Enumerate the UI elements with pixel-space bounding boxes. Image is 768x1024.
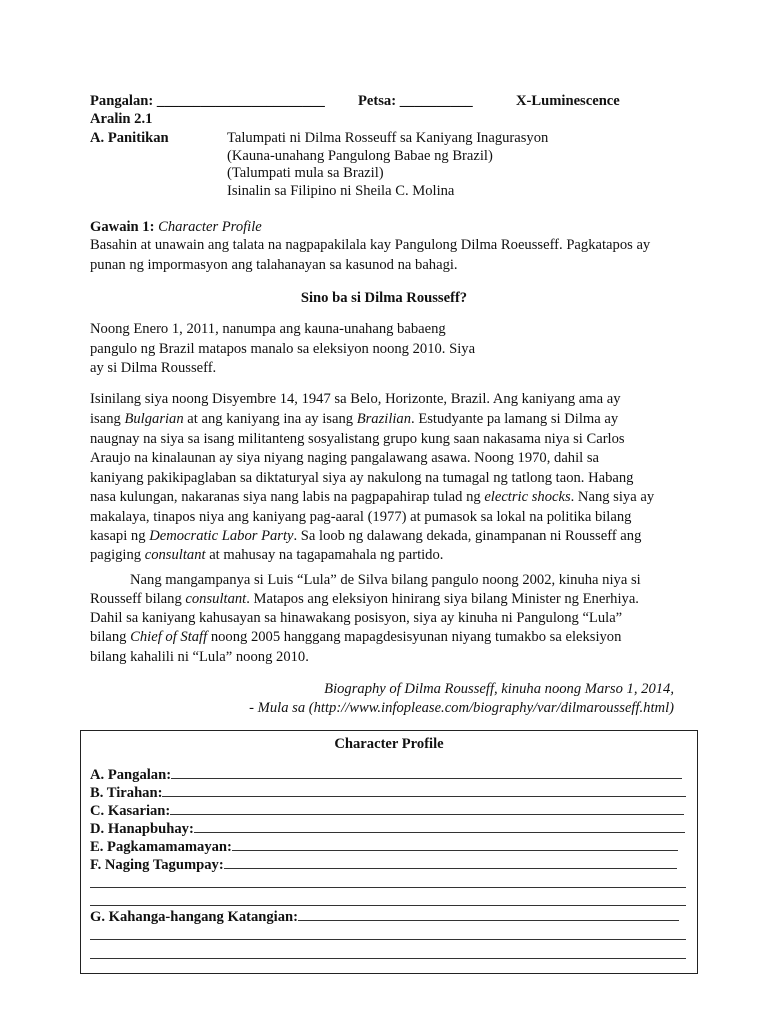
profile-field-sex: C. Kasarian: xyxy=(90,801,684,820)
answer-line[interactable] xyxy=(90,958,686,959)
emphasis: consultant xyxy=(185,591,247,607)
emphasis: consultant xyxy=(144,547,206,563)
paragraph-line: isang Bulgarian at ang kaniyang ina ay isang Brazilian. Estudyante pa lamang si Dilma ay xyxy=(90,411,619,427)
paragraph-line: kasapi ng Democratic Labor Party. Sa loob ng dalawang dekada, ginampanan ni Rousseff ang xyxy=(90,528,642,544)
character-profile-box xyxy=(80,730,698,974)
activity-instructions: punan ng impormasyon ang talahanayan sa kasunod na bahagi. xyxy=(90,257,458,273)
profile-field-citizenship: E. Pagkamamamayan: xyxy=(90,837,678,856)
topic-line: (Talumpati mula sa Brazil) xyxy=(227,165,384,181)
topic-label: A. Panitikan xyxy=(90,130,169,146)
paragraph-line: kaniyang pakikipaglaban sa diktaturyal siya ay nakulong na tumagal ng tatlong taon. Habang xyxy=(90,470,634,486)
answer-line[interactable] xyxy=(90,939,686,940)
name-label: Pangalan: xyxy=(90,93,154,109)
citation-line: - Mula sa (http://www.infoplease.com/biography/var/dilmarousseff.html) xyxy=(249,700,674,716)
profile-field-achievements: F. Naging Tagumpay: xyxy=(90,855,677,874)
answer-line[interactable] xyxy=(90,905,686,906)
paragraph-line: Noong Enero 1, 2011, nanumpa ang kauna-unahang babaeng xyxy=(90,321,446,337)
activity-heading xyxy=(90,218,262,237)
paragraph-line: pangulo ng Brazil matapos manalo sa eleksiyon noong 2010. Siya xyxy=(90,341,476,357)
paragraph-line: bilang kahalili ni “Lula” noong 2010. xyxy=(90,649,309,665)
answer-line[interactable] xyxy=(194,819,685,833)
answer-line[interactable] xyxy=(298,907,679,921)
answer-line[interactable] xyxy=(162,783,686,797)
topic-line: Isinalin sa Filipino ni Sheila C. Molina xyxy=(227,183,455,199)
article-heading: Sino ba si Dilma Rousseff? xyxy=(300,290,468,306)
answer-line[interactable] xyxy=(224,855,677,869)
paragraph-line: bilang Chief of Staff noong 2005 hanggang mapagdesisyunan niyang tumakbo sa eleksiyon xyxy=(90,629,622,645)
profile-title: Character Profile xyxy=(334,736,444,752)
paragraph-line: Araujo na kinalaunan ay siya niyang naging pangalawang asawa. Noong 1970, dahil sa xyxy=(90,450,600,466)
profile-field-qualities: G. Kahanga-hangang Katangian: xyxy=(90,907,679,926)
answer-line[interactable] xyxy=(171,765,682,779)
paragraph-line: makalaya, tinapos niya ang kaniyang pag-aaral (1977) at pumasok sa lokal na politika bilang xyxy=(90,509,632,525)
answer-line[interactable] xyxy=(170,801,684,815)
activity-instructions: Basahin at unawain ang talata na nagpapakilala kay Pangulong Dilma Roeusseff. Pagkatapos ay xyxy=(90,237,651,253)
paragraph-line: nasa kulungan, nakaranas siya nang labis na pagpapahirap tulad ng electric shocks. Nang siya ay xyxy=(90,489,655,505)
emphasis: electric shocks xyxy=(484,489,571,505)
name-field xyxy=(90,92,325,111)
name-blank: _______________________ xyxy=(156,93,325,109)
topic-line: (Kauna-unahang Pangulong Babae ng Brazil) xyxy=(227,148,493,164)
paragraph-line: ay si Dilma Rousseff. xyxy=(90,360,217,376)
emphasis: Chief of Staff xyxy=(130,629,208,645)
emphasis: Democratic Labor Party xyxy=(149,528,294,544)
emphasis: Bulgarian xyxy=(124,411,184,427)
activity-title: Character Profile xyxy=(158,219,262,235)
paragraph-line: naugnay na siya sa isang militanteng sosyalistang grupo kung saan nakasama niya si Carlos xyxy=(90,431,625,447)
date-blank: __________ xyxy=(399,93,473,109)
paragraph-line: Rousseff bilang consultant. Matapos ang eleksiyon hinirang siya bilang Minister ng Enerhiya. xyxy=(90,591,639,607)
paragraph-line: Dahil sa kaniyang kahusayan sa hinawakang posisyon, siya ay kinuha ni Pangulong “Lula” xyxy=(90,610,623,626)
lesson-number: Aralin 2.1 xyxy=(90,111,153,127)
citation-line: Biography of Dilma Rousseff, kinuha noong Marso 1, 2014, xyxy=(324,681,674,697)
activity-label: Gawain 1: xyxy=(90,219,155,235)
profile-field-occupation: D. Hanapbuhay: xyxy=(90,819,685,838)
answer-line[interactable] xyxy=(90,887,686,888)
paragraph-line: Nang mangampanya si Luis “Lula” de Silva bilang pangulo noong 2002, kinuha niya si xyxy=(130,572,641,588)
paragraph-line: pagiging consultant at mahusay na tagapamahala ng partido. xyxy=(90,547,444,563)
profile-field-name: A. Pangalan: xyxy=(90,765,682,784)
emphasis: Brazilian xyxy=(356,411,412,427)
section-name: X-Luminescence xyxy=(516,93,620,109)
paragraph-line: Isinilang siya noong Disyembre 14, 1947 sa Belo, Horizonte, Brazil. Ang kaniyang ama ay xyxy=(90,391,621,407)
topic-line: Talumpati ni Dilma Rosseuff sa Kaniyang Inagurasyon xyxy=(227,130,549,146)
answer-line[interactable] xyxy=(232,837,678,851)
profile-field-address: B. Tirahan: xyxy=(90,783,686,802)
date-field xyxy=(358,92,473,111)
date-label: Petsa: xyxy=(358,93,397,109)
